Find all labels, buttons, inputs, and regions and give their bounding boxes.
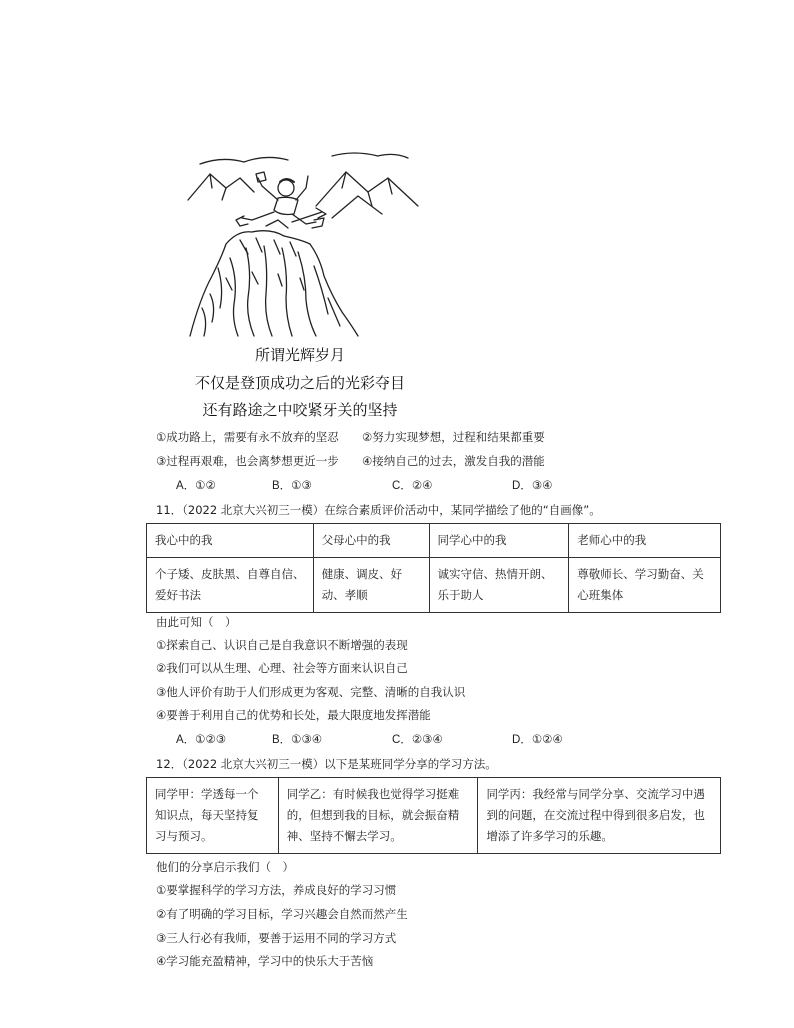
q12-statement-1: ①要掌握科学的学习方法，养成良好的学习习惯 (156, 883, 397, 897)
table-cell: 诚实守信、热情开朗、乐于助人 (429, 558, 569, 613)
q11-option-c: C．②③④ (392, 732, 443, 746)
q11-option-a: A．①②③ (176, 732, 227, 746)
table-header-cell: 同学心中的我 (429, 524, 569, 558)
q11-statement-4: ④要善于利用自己的优势和长处，最大限度地发挥潜能 (156, 708, 431, 722)
table-header-cell: 父母心中的我 (313, 524, 429, 558)
illustration-caption-line-3: 还有路途之中咬紧牙关的坚持 (202, 401, 398, 419)
q12-stem: 12．（2022 北京大兴初三一模）以下是某班同学分享的学习方法。 (156, 757, 497, 771)
table-header-row (147, 524, 721, 558)
table-cell: 同学乙：有时候我也觉得学习挺难的，但想到我的目标，就会振奋精神、坚持不懈去学习。 (278, 778, 478, 854)
illustration-caption-line-2: 不仅是登顶成功之后的光彩夺目 (194, 374, 405, 392)
table-cell: 个子矮、皮肤黑、自尊自信、爱好书法 (147, 558, 314, 613)
table-cell: 同学甲：学透每一个知识点，每天坚持复习与预习。 (147, 778, 279, 854)
mountain-climber-illustration (182, 148, 422, 340)
q12-statement-3: ③三人行必有我师，要善于运用不同的学习方式 (156, 931, 397, 945)
q10-statement-2: ②努力实现梦想，过程和结果都重要 (362, 430, 545, 444)
q12-statement-2: ②有了明确的学习目标，学习兴趣会自然而然产生 (156, 907, 408, 921)
q11-statement-3: ③他人评价有助于人们形成更为客观、完整、清晰的自我认识 (156, 685, 466, 699)
table-row (147, 778, 721, 854)
q11-option-b: B．①③④ (272, 732, 323, 746)
q11-statement-1: ①探索自己、认识自己是自我意识不断增强的表现 (156, 638, 408, 652)
q11-prompt: 由此可知（ ） (156, 615, 237, 629)
q11-statement-2: ②我们可以从生理、心理、社会等方面来认识自己 (156, 661, 408, 675)
table-cell: 尊敬师长、学习勤奋、关心班集体 (569, 558, 721, 613)
q10-option-a: A．①② (176, 478, 216, 492)
q10-option-c: C．②④ (392, 478, 433, 492)
q11-self-portrait-table (146, 523, 721, 613)
q12-statement-4: ④学习能充盈精神，学习中的快乐大于苦恼 (156, 954, 374, 968)
table-row (147, 558, 721, 613)
q10-option-d: D．③④ (512, 478, 553, 492)
q10-statement-4: ④接纳自己的过去，激发自我的潜能 (362, 454, 545, 468)
q11-option-d: D．①②④ (512, 732, 563, 746)
table-cell: 同学丙：我经常与同学分享、交流学习中遇到的问题，在交流过程中得到很多启发，也增添了许多学习的乐趣。 (478, 778, 721, 854)
q12-learning-methods-table (146, 777, 721, 854)
illustration-caption-line-1: 所谓光辉岁月 (254, 346, 345, 364)
q10-option-b: B．①③ (272, 478, 312, 492)
table-header-cell: 老师心中的我 (569, 524, 721, 558)
q12-prompt: 他们的分享启示我们（ ） (156, 860, 294, 874)
table-header-cell: 我心中的我 (147, 524, 314, 558)
q10-statement-3: ③过程再艰难，也会离梦想更近一步 (156, 454, 339, 468)
table-cell: 健康、调皮、好动、孝顺 (313, 558, 429, 613)
q11-stem: 11．（2022 北京大兴初三一模）在综合素质评价活动中，某同学描绘了他的“自画像”。 (156, 503, 601, 517)
q10-statement-1: ①成功路上，需要有永不放弃的坚忍 (156, 430, 339, 444)
